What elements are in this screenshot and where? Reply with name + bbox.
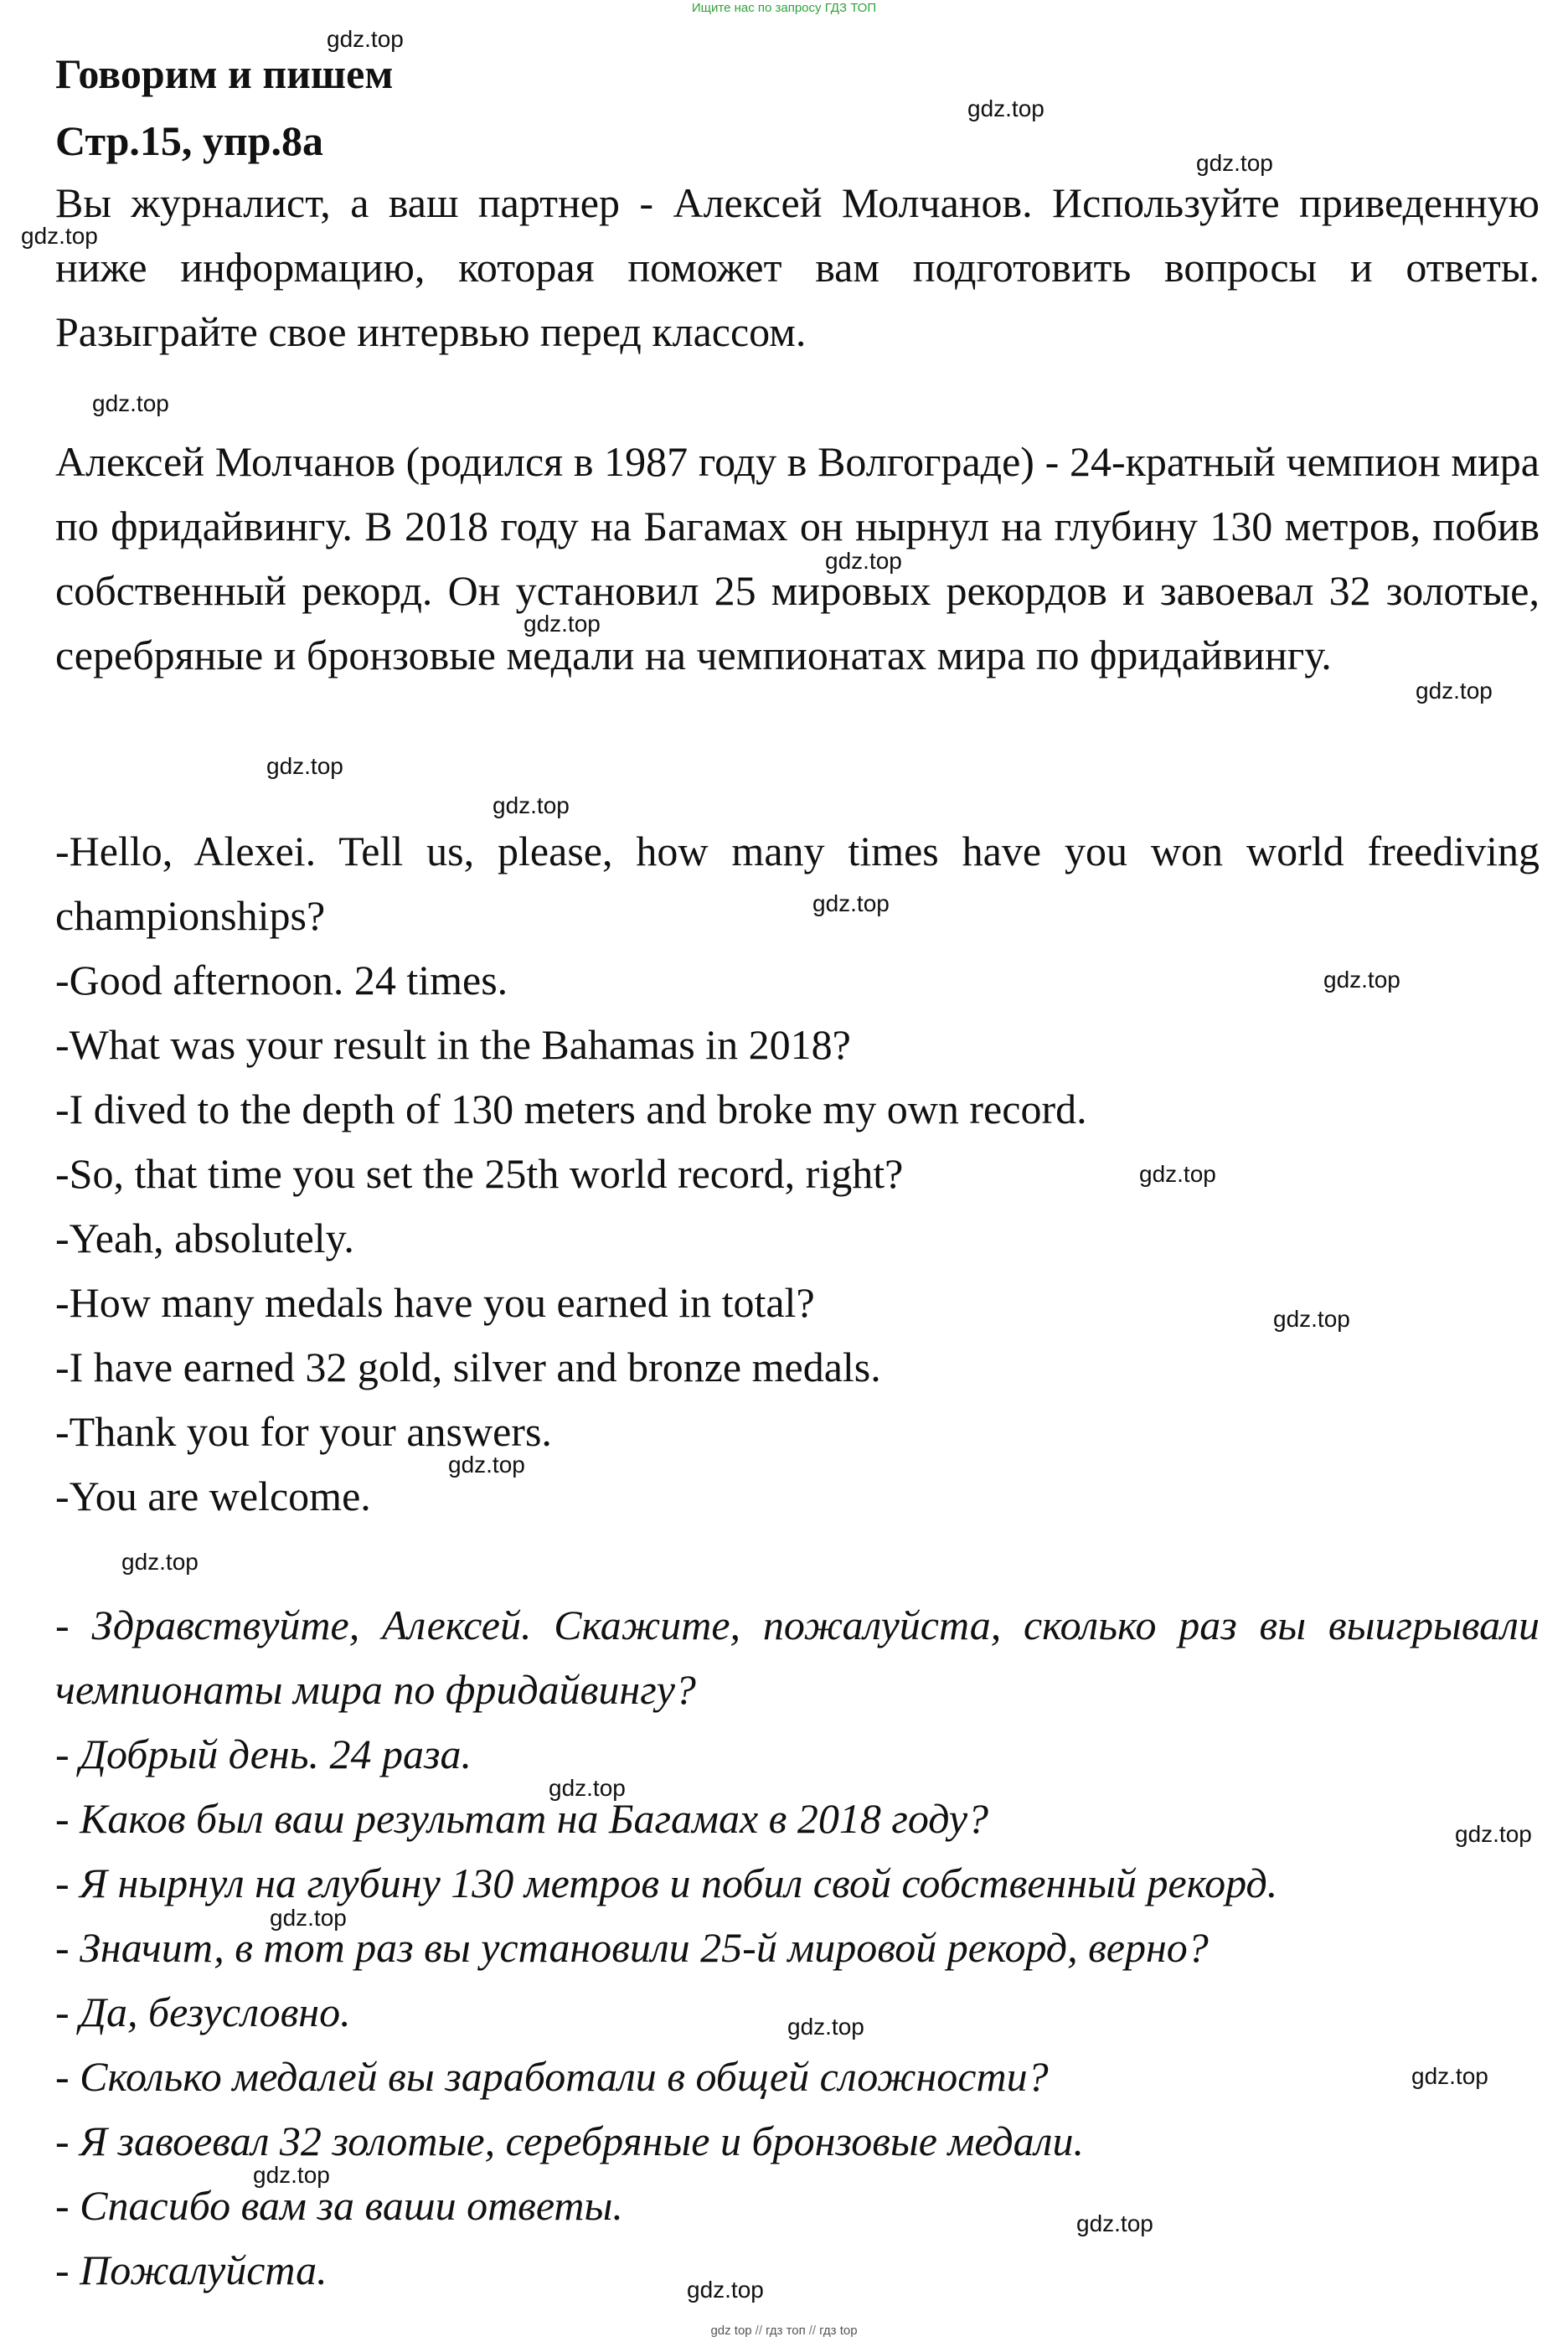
dialogue-en-line-1: -Hello, Alexei. Tell us, please, how many times have you won world freediving championships? [55,828,1540,939]
watermark: gdz.top [1411,2063,1488,2089]
bottom-link[interactable]: гдз top [819,2324,858,2338]
top-banner[interactable]: Ищите нас по запросу ГДЗ ТОП [691,1,877,15]
dialogue-ru-line: - Я завоевал 32 золотые, серебряные и бронзовые медали. [55,2117,1084,2164]
bottom-banner [0,2324,1568,2338]
watermark: gdz.top [493,792,570,818]
watermark: gdz.top [1416,678,1493,704]
bottom-separator: // [808,2324,817,2338]
watermark: gdz.top [1076,2210,1153,2236]
watermark: gdz.top [825,548,902,574]
dialogue-en-line: -What was your result in the Bahamas in 2018? [55,1021,851,1068]
dialogue-en-line: -Yeah, absolutely. [55,1215,354,1261]
exercise-reference: Стр.15, упр.8a [55,117,324,164]
bottom-link[interactable]: gdz top [710,2324,752,2338]
watermark: gdz.top [1455,1821,1532,1847]
dialogue-ru-line: - Пожалуйста. [55,2246,328,2293]
dialogue-ru-line: - Добрый день. 24 раза. [55,1731,472,1777]
watermark: gdz.top [549,1775,626,1801]
watermark: gdz.top [21,223,98,249]
dialogue-ru-line: - Спасибо вам за ваши ответы. [55,2182,623,2229]
dialogue-en-line: -Good afternoon. 24 times. [55,957,508,1003]
dialogue-en-line: -I have earned 32 gold, silver and bronze medals. [55,1344,881,1390]
dialogue-en-line: -You are welcome. [55,1473,371,1519]
dialogue-ru-line: - Значит, в тот раз вы установили 25-й мировой рекорд, верно? [55,1924,1209,1971]
watermark: gdz.top [687,2277,764,2303]
watermark: gdz.top [524,611,601,637]
dialogue-ru-line: - Я нырнул на глубину 130 метров и побил свой собственный рекорд. [55,1860,1278,1906]
watermark: gdz.top [1139,1161,1216,1187]
dialogue-ru-line: - Сколько медалей вы заработали в общей сложности? [55,2053,1049,2100]
bottom-separator: // [755,2324,762,2338]
dialogue-en-line: -Thank you for your answers. [55,1408,552,1455]
watermark: gdz.top [448,1452,525,1478]
watermark: gdz.top [812,890,890,916]
dialogue-en-line: -So, that time you set the 25th world record, right? [55,1150,904,1197]
watermark: gdz.top [266,753,343,779]
watermark: gdz.top [270,1905,347,1931]
page-title: Говорим и пишем [55,50,394,97]
watermark: gdz.top [121,1549,199,1575]
watermark: gdz.top [327,26,404,52]
dialogue-ru-line: - Каков был ваш результат на Багамах в 2018 году? [55,1795,989,1842]
watermark: gdz.top [787,2014,864,2040]
dialogue-en-line: -I dived to the depth of 130 meters and broke my own record. [55,1086,1087,1132]
bottom-link[interactable]: гдз топ [766,2324,806,2338]
info-paragraph: Алексей Молчанов (родился в 1987 году в Волгограде) - 24-кратный чемпион мира по фридайвингу. В 2018 году на Багамах он нырнул на глубину 130 метров, побив собственный рекорд. Он установил 25 мировых рекордов и завоевал 32 золотые, серебряные и бронзовые медали на чемпионатах мира по фридайвингу. [55,438,1540,678]
task-text: Вы журналист, а ваш партнер - Алексей Молчанов. Используйте приведенную ниже информацию, которая поможет вам подготовить вопросы и ответы. Разыграйте свое интервью перед классом. [55,179,1540,355]
dialogue-ru-line-1: - Здравствуйте, Алексей. Скажите, пожалуйста, сколько раз вы выигрывали чемпионаты мира по фридайвингу? [55,1602,1540,1713]
watermark: gdz.top [967,95,1044,121]
watermark: gdz.top [253,2162,330,2188]
watermark: gdz.top [1323,967,1400,993]
dialogue-ru-line: - Да, безусловно. [55,1989,351,2035]
watermark: gdz.top [92,390,169,416]
watermark: gdz.top [1273,1306,1350,1332]
watermark: gdz.top [1196,150,1273,176]
dialogue-en-line: -How many medals have you earned in total? [55,1279,815,1326]
